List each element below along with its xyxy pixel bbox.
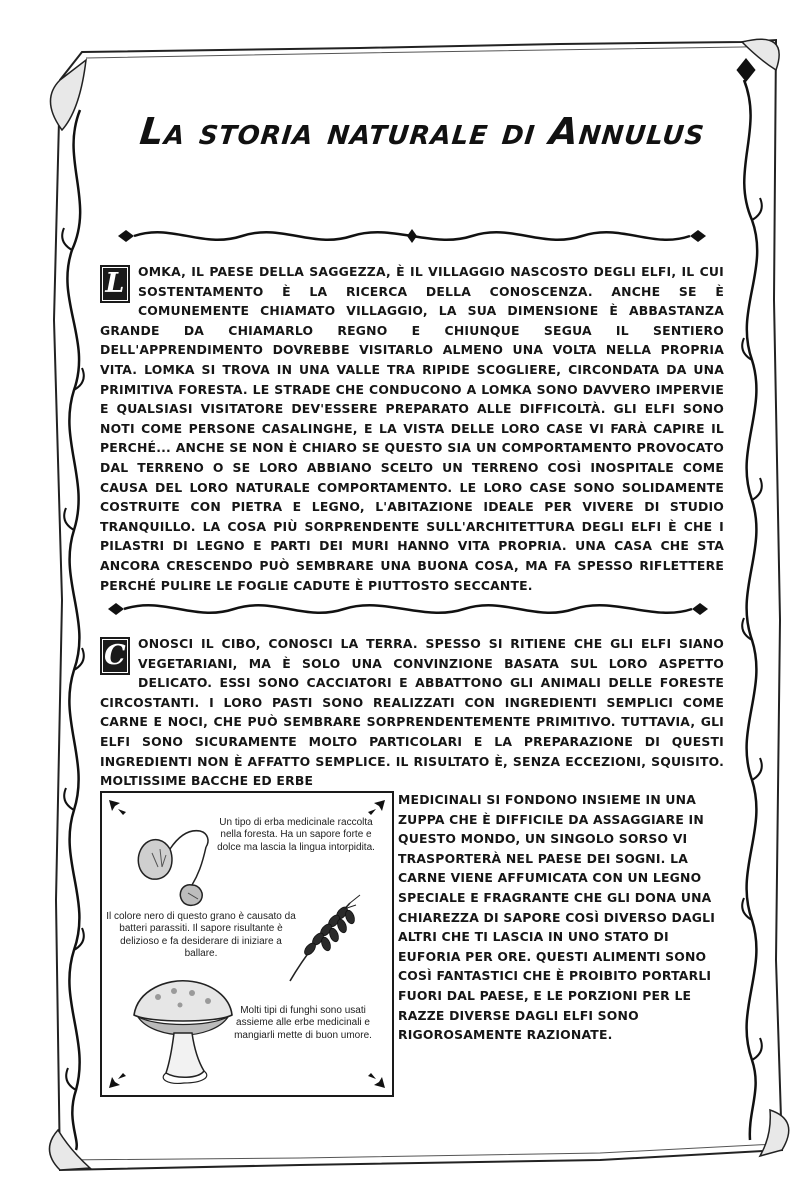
caption-grain: Il colore nero di questo grano è causato da batteri parassiti. Il sapore risultante è delizioso e fa desiderare di iniziare a ballare. — [106, 911, 296, 960]
ornament-divider-middle — [104, 598, 712, 620]
paragraph-lomka-text: OMKA, IL PAESE DELLA SAGGEZZA, È IL VILLAGGIO NASCOSTO DEGLI ELFI, IL CUI SOSTENTAMENTO È LA RICERCA DELLA CONOSCENZA. ANCHE SE È COMUNEMENTE CHIAMATO VILLAGGIO, LA SUA DIMENSIONE È ABBASTANZA GRANDE DA CHIAMARLO REGNO E CHIUNQUE SEGUA IL SENTIERO DELL'APPRENDIMENTO DOVREBBE VISITARLO ALMENO UNA VOLTA NELLA PROPRIA VITA. LOMKA SI TROVA IN UNA VALLE TRA RIPIDE SCOGLIERE, CIRCONDATA DA UNA PRIMITIVA FORESTA. LE STRADE CHE CONDUCONO A LOMKA SONO DAVVERO IMPERVIE E QUALSIASI VISITATORE DEV'ESSERE PREPARATO ALLE DIFFICOLTÀ. GLI ELFI SONO NOTI COME PERSONE CASALINGHE, E LA VISTA DELLE LORO CASE VI FARÀ CAPIRE IL PERCHÉ... ANCHE SE NON È CHIARO SE QUESTO SIA UN COMPORTAMENTO PROVOCATO DAL TERRENO O SE LORO ABBIANO SCELTO UN TERRENO COSÌ INOSPITALE COME CAUSA DEL LORO NATURALE COMPORTAMENTO. LE LORO CASE SONO SOLIDAMENTE COSTRUITE CON PIETRA E LEGNO, L'ABITAZIONE IDEALE PER VIVERE DI STUDIO TRANQUILLO. LA COSA PIÙ SORPRENDENTE SULL'ARCHITETTURA DEGLI ELFI È CHE I PILASTRI DI LEGNO E PARTI DEI MURI HANNO VITA PROPRIA. UNA CASA CHE STA ANCORA CRESCENDO PUÒ SEMBRARE UNA BUONA COSA, MA FA SPESSO RIFLETTERE PERCHÉ PULIRE LE FOGLIE CADUTE È PIUTTOSTO SECCANTE. — [100, 264, 724, 593]
dropcap-c: C — [100, 637, 130, 675]
illustration-box — [100, 791, 394, 1097]
page-title: La storia naturale di Annulus — [137, 110, 708, 153]
corner-ornament-icon — [362, 1065, 388, 1091]
paragraph-cibo-continuation: MEDICINALI SI FONDONO INSIEME IN UNA ZUPPA CHE È DIFFICILE DA ASSAGGIARE IN QUESTO MONDO, UN SINGOLO SORSO VI TRASPORTERÀ NEL PAESE DEI SOGNI. LA CARNE VIENE AFFUMICATA CON UN LEGNO SPECIALE E FRAGRANTE CHE GLI DONA UNA CHIAREZZA DI SAPORE COSÌ DIVERSO DAGLI ALTRI CHE TI LASCIA IN UNO STATO DI EUFORIA PER ORE. QUESTI ALIMENTI SONO COSÌ FANTASTICI CHE È PROIBITO PORTARLI FUORI DAL PAESE, E LE PORZIONI PER LE RAZZE DIVERSE DAGLI ELFI SONO RIGOROSAMENTE RAZIONATE. — [398, 792, 716, 1043]
caption-herb: Un tipo di erba medicinale raccolta nella foresta. Ha un sapore forte e dolce ma lascia la lingua intorpidita. — [217, 817, 375, 853]
ornament-divider-top — [112, 225, 712, 247]
herb-flower-icon — [126, 813, 218, 911]
paragraph-lomka — [100, 262, 724, 595]
caption-mushroom: Molti tipi di funghi sono usati assieme alle erbe medicinali e mangiarli mette di buon umore. — [234, 1005, 372, 1041]
mushroom-icon — [128, 975, 236, 1087]
dropcap-l: L — [100, 265, 130, 303]
paragraph-cibo — [100, 634, 724, 791]
paragraph-cibo-text: ONOSCI IL CIBO, CONOSCI LA TERRA. SPESSO SI RITIENE CHE GLI ELFI SIANO VEGETARIANI, MA È SOLO UNA CONVINZIONE BASATA SUL LORO ASPETTO DELICATO. ESSI SONO CACCIATORI E ABBATTONO GLI ANIMALI DELLE FORESTE CIRCOSTANTI. I LORO PASTI SONO REALIZZATI CON INGREDIENTI SEMPLICI COME CARNE E NOCI, CHE PUÒ SEMBRARE SORPRENDENTEMENTE PRIMITIVO. TUTTAVIA, GLI ELFI SONO SICURAMENTE MOLTO PARTICOLARI E LA PREPARAZIONE DI QUESTI INGREDIENTI NON È AFFATTO SEMPLICE. IL RISULTATO È, SENZA ECCEZIONI, SQUISITO. MOLTISSIME BACCHE ED ERBE — [100, 636, 724, 789]
